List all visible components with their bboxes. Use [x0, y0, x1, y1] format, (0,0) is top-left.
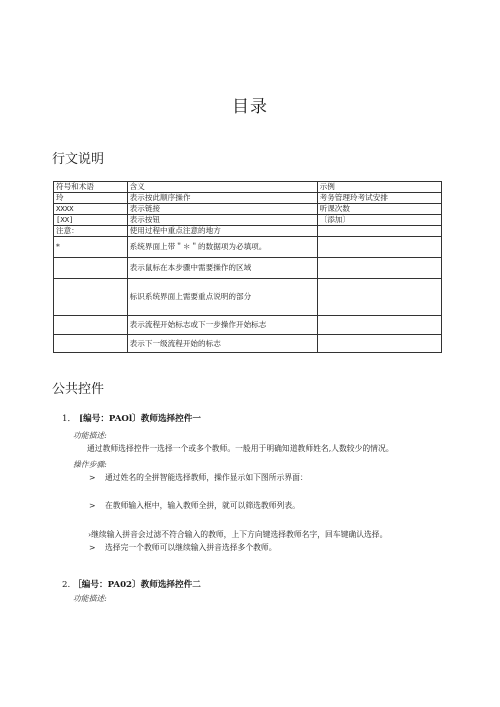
conventions-table [53, 181, 442, 353]
header-cell: 含义 [127, 182, 317, 193]
table-cell: 表示链接 [127, 204, 317, 215]
table-cell: 考务管理玲考试安排 [317, 193, 441, 204]
table-cell: 注意： [54, 226, 128, 237]
table-cell [317, 279, 441, 316]
table-cell [317, 316, 441, 335]
table-cell [54, 279, 128, 316]
table-cell: XXXX [54, 204, 128, 215]
table-row [54, 193, 442, 204]
step-item [88, 529, 387, 540]
table-cell [54, 316, 128, 335]
table-row [54, 316, 442, 335]
control-title: ［编号：PA02〕教师选择控件二 [73, 580, 201, 590]
table-cell: [XX] [54, 215, 128, 226]
table-cell: 表示按钮 [127, 215, 317, 226]
table-cell: 玲 [54, 193, 128, 204]
control-heading-2 [62, 578, 201, 590]
page-title: 目录 [232, 97, 268, 117]
table-cell [317, 237, 441, 258]
table-row [54, 335, 442, 353]
step-arrow-icon: > [89, 501, 96, 510]
step-item [89, 500, 300, 511]
table-cell: 系统界面上带＂＊＂的数据项为必填项。 [127, 237, 317, 258]
control-heading-1 [62, 412, 201, 424]
table-row [54, 258, 442, 279]
step-text: 通过姓名的全拼智能选择教师，操作显示如下图所示界面： [105, 473, 308, 482]
step-item [89, 472, 308, 483]
table-row [54, 279, 442, 316]
table-cell [317, 335, 441, 353]
table-row [54, 226, 442, 237]
table-row [54, 204, 442, 215]
operation-steps-label: 操作步骤: [73, 460, 107, 469]
table-cell [317, 258, 441, 279]
step-arrow-icon: > [89, 543, 96, 552]
step-text: 在教师输入框中，输入教师全拼，就可以筛选教师列表。 [105, 501, 300, 510]
table-cell: 表示下一级流程开始的标志 [127, 335, 317, 353]
table-cell: 使用过程中重点注意的地方 [127, 226, 317, 237]
header-cell: 示例 [317, 182, 441, 193]
control-title: [编号：PAOl〕教师选择控件一 [79, 414, 201, 424]
table-row [54, 237, 442, 258]
step-text: 继续输入拼音会过滤不符合输入的教师，上下方向键选择教师名字，回车键确认选择。 [91, 530, 388, 539]
header-cell: 符号和术语 [54, 182, 128, 193]
function-description-label: 功能描述: [73, 431, 107, 440]
function-description-text: 通过教师选择控件一选择一个或多个教师。一般用于明确知道教师姓名,人数较少的情况。 [87, 444, 394, 453]
table-cell: 〔添加〕 [317, 215, 441, 226]
step-text: 选择完一个教师可以继续输入拼音选择多个教师。 [105, 543, 277, 552]
control-number: 1． [62, 414, 77, 424]
table-cell: 听课次数 [317, 204, 441, 215]
step-item [89, 542, 277, 553]
table-cell [54, 258, 128, 279]
section-title-common-controls: 公共控件 [52, 382, 105, 397]
table-cell: 标识系统界面上需要重点说明的部分 [127, 279, 317, 316]
control-number: 2. [62, 580, 71, 590]
table-cell: 表示按此顺序操作 [127, 193, 317, 204]
table-cell [317, 226, 441, 237]
table-cell: * [54, 237, 128, 258]
step-arrow-icon: > [89, 473, 96, 482]
table-header-row [54, 182, 442, 193]
table-cell [54, 335, 128, 353]
table-cell: 表示流程开始标志或下一步操作开始标志 [127, 316, 317, 335]
function-description-label: 功能描述: [73, 594, 107, 603]
table-row [54, 215, 442, 226]
section-title-writing-conventions: 行文说明 [52, 152, 105, 167]
table-cell: 表示鼠标在本步骤中需要操作的区域 [127, 258, 317, 279]
step-arrow-icon: › [88, 530, 92, 539]
